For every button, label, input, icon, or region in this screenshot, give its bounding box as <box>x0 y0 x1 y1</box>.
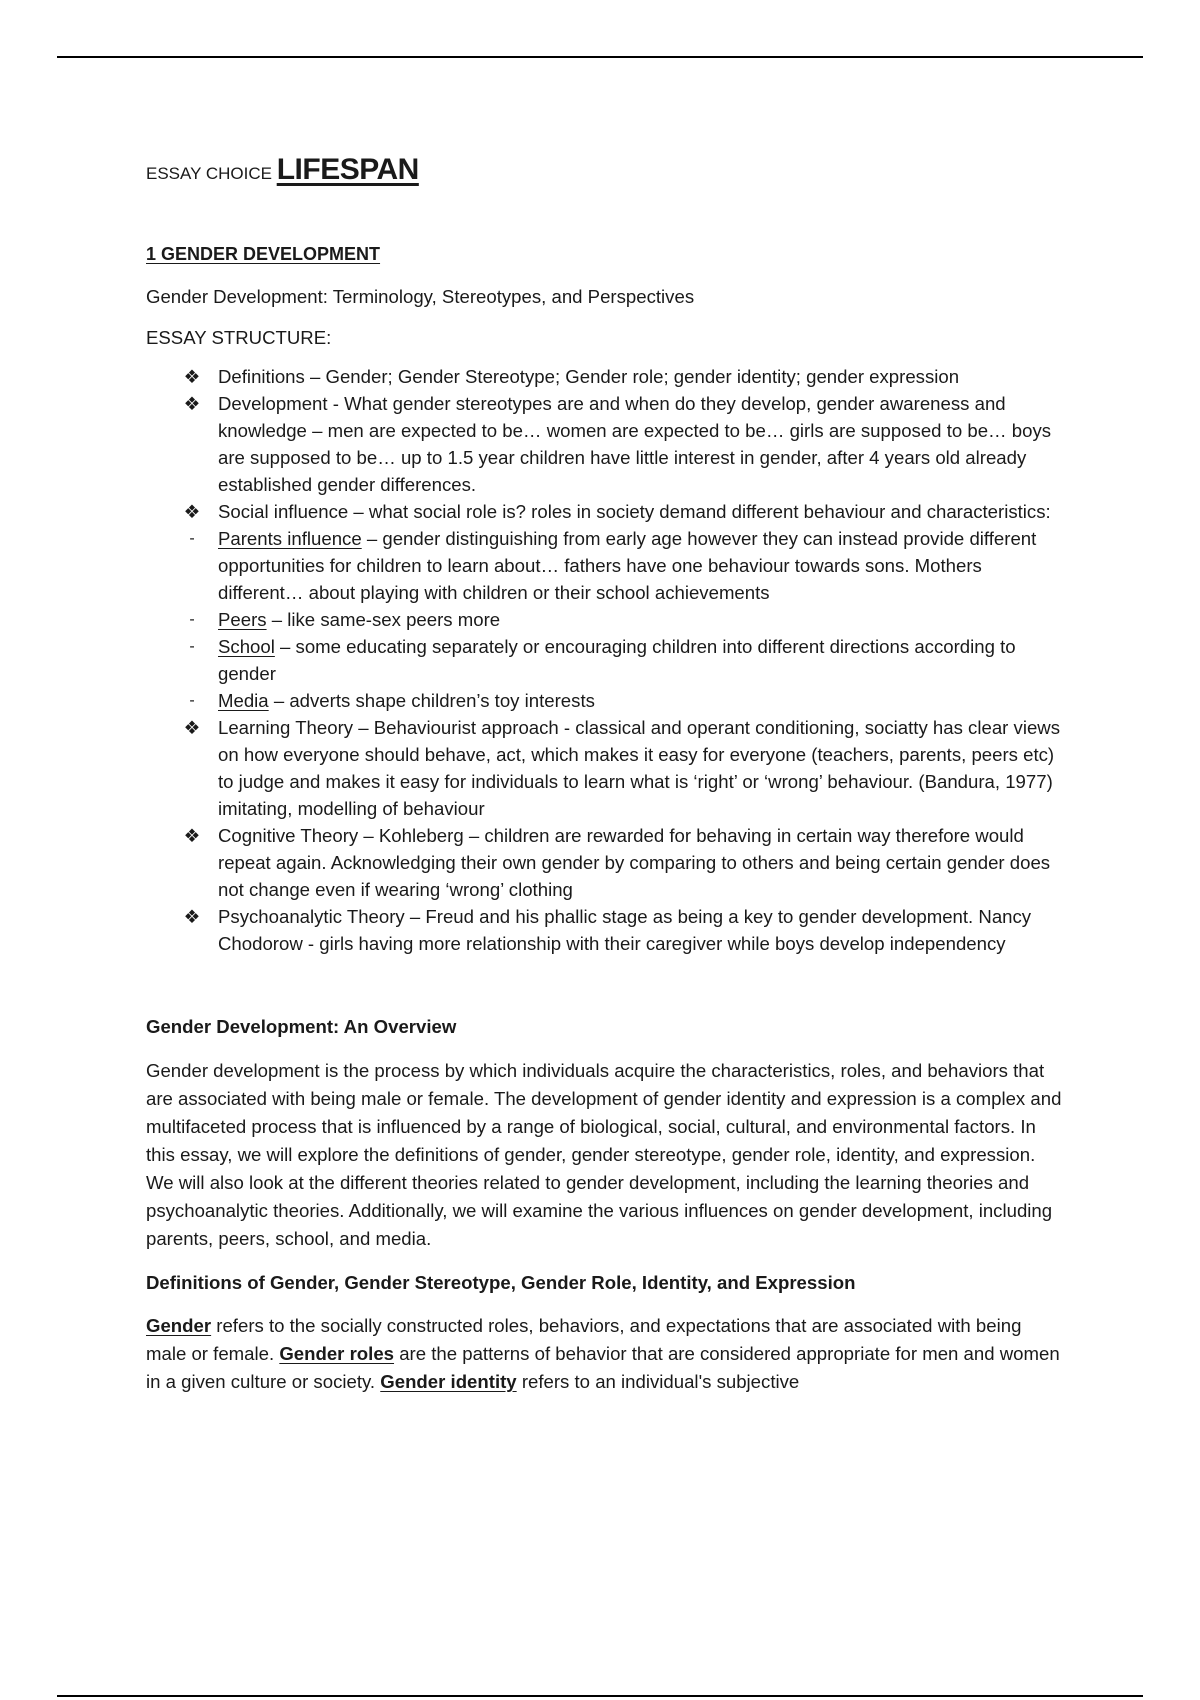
term-gender-roles: Gender roles <box>279 1343 395 1364</box>
diamond-bullet-icon: ❖ <box>183 366 201 387</box>
structure-item <box>146 822 1066 903</box>
item-term: School <box>218 636 275 657</box>
dash-marker: - <box>189 692 195 709</box>
diamond-bullet-icon: ❖ <box>183 825 201 846</box>
document-subtitle: Gender Development: Terminology, Stereotypes, and Perspectives <box>146 286 695 307</box>
diamond-bullet-icon: ❖ <box>183 906 201 927</box>
item-text: Social influence – what social role is? roles in society demand different behaviour and characteristics: <box>218 501 1051 522</box>
structure-item <box>146 525 1066 606</box>
diamond-bullet-icon: ❖ <box>183 501 201 522</box>
item-text: – like same-sex peers more <box>266 609 501 630</box>
gender-roles-definition: are the patterns of behavior that are considered appropriate for men and women in a given culture or society. <box>146 1343 1060 1392</box>
overview-heading: Gender Development: An Overview <box>146 1016 457 1037</box>
diamond-bullet-icon: ❖ <box>183 717 201 738</box>
item-term: Media <box>218 690 269 711</box>
item-text: Definitions – Gender; Gender Stereotype; Gender role; gender identity; gender expression <box>218 366 960 387</box>
item-text: – some educating separately or encouraging children into different directions according to gender <box>218 636 1016 684</box>
gender-identity-definition: refers to an individual's subjective <box>516 1371 800 1392</box>
item-text: – gender distinguishing from early age however they can instead provide different opportunities for children to learn about… fathers have one behaviour towards sons. Mothers different… about playing with children or their school achievements <box>218 528 1037 603</box>
term-gender-identity: Gender identity <box>380 1371 517 1392</box>
structure-item <box>146 714 1066 822</box>
document-body <box>146 150 1066 1396</box>
bottom-rule <box>57 1695 1143 1697</box>
overview-paragraph: Gender development is the process by which individuals acquire the characteristics, roles, and behaviors that are associated with being male or female. The development of gender identity and expression is a complex and multifaceted process that is influenced by a range of biological, social, cultural, and environmental factors. In this essay, we will explore the definitions of gender, gender stereotype, gender role, identity, and expression. We will also look at the different theories related to gender development, including the learning theories and psychoanalytic theories. Additionally, we will examine the various influences on gender development, including parents, peers, school, and media. <box>146 1060 1062 1249</box>
structure-item <box>146 687 1066 714</box>
structure-item <box>146 390 1066 498</box>
dash-marker: - <box>189 530 195 547</box>
item-text: Learning Theory – Behaviourist approach - classical and operant conditioning, sociatty has clear views on how everyone should behave, act, which makes it easy for everyone (teachers, parents, peers etc) to judge and makes it easy for individuals to learn what is ‘right’ or ‘wrong’ behaviour. (Bandura, 1977) imitating, modelling of behaviour <box>218 717 1061 819</box>
structure-item <box>146 606 1066 633</box>
structure-label: ESSAY STRUCTURE: <box>146 327 332 348</box>
item-term: Peers <box>218 609 267 630</box>
essay-structure-list <box>146 363 1066 957</box>
item-text: – adverts shape children’s toy interests <box>268 690 595 711</box>
term-gender: Gender <box>146 1315 212 1336</box>
item-text: Psychoanalytic Theory – Freud and his phallic stage as being a key to gender development. Nancy Chodorow - girls having more relationship with their caregiver while boys develop independency <box>218 906 1032 954</box>
top-rule <box>57 56 1143 58</box>
definitions-heading: Definitions of Gender, Gender Stereotype, Gender Role, Identity, and Expression <box>146 1272 856 1293</box>
definitions-paragraph <box>146 1312 1066 1396</box>
structure-item <box>146 363 1066 390</box>
structure-item <box>146 633 1066 687</box>
section-title: 1 GENDER DEVELOPMENT <box>146 244 381 264</box>
essay-choice-prefix: ESSAY CHOICE <box>146 164 272 183</box>
item-text: Development - What gender stereotypes are and when do they develop, gender awareness and knowledge – men are expected to be… women are expected to be… girls are supposed to be… boys are supposed to be… up to 1.5 year children have little interest in gender, after 4 years old already established gender differences. <box>218 393 1052 495</box>
item-text: Cognitive Theory – Kohleberg – children are rewarded for behaving in certain way therefore would repeat again. Acknowledging their own gender by comparing to others and being certain gender does not change even if wearing ‘wrong’ clothing <box>218 825 1051 900</box>
diamond-bullet-icon: ❖ <box>183 393 201 414</box>
gender-definition: refers to the socially constructed roles, behaviors, and expectations that are associated with being male or female. <box>146 1315 1022 1364</box>
dash-marker: - <box>189 611 195 628</box>
dash-marker: - <box>189 638 195 655</box>
essay-choice-keyword: LIFESPAN <box>276 153 419 186</box>
item-term: Parents influence <box>218 528 362 549</box>
essay-choice-line <box>146 150 1066 190</box>
structure-item <box>146 498 1066 525</box>
structure-item <box>146 903 1066 957</box>
